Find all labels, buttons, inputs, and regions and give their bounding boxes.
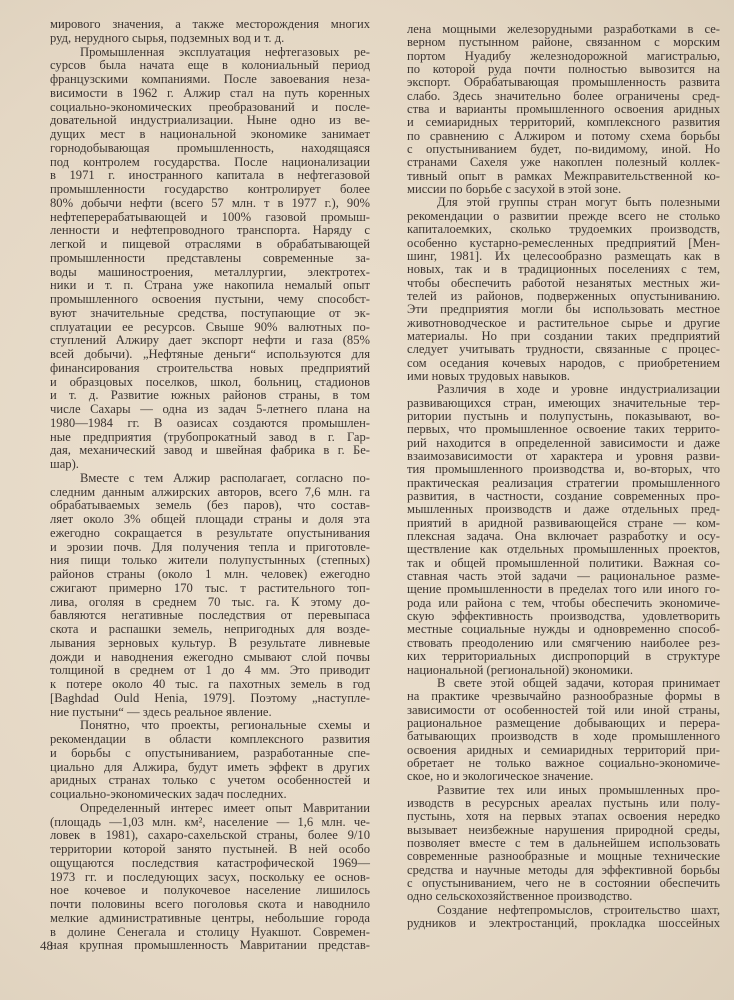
text-line: батывающих производств в ходе промышленного — [407, 729, 720, 744]
text-line: сурсов была начата еще в колониальный период — [50, 58, 370, 73]
text-line: толщиной в среднем от 1 до 4 мм. Это приводит — [50, 663, 370, 678]
paragraph — [407, 784, 720, 904]
text-line: шинг, 1981]. Их целесообразно размещать как в — [407, 248, 720, 263]
text-line: шар). — [50, 457, 79, 471]
paragraph — [50, 46, 370, 472]
text-line: 80% добычи нефти (всего 57 млн. т в 1977 г.), 90% — [50, 195, 370, 210]
text-line: современные разнообразные и мощные технические — [407, 849, 720, 864]
text-line: рекомендации о развитии прежде всего не столько — [407, 208, 720, 223]
text-line: странами Сахеля уже накоплен полезный коллек- — [407, 155, 720, 170]
paragraph — [407, 23, 720, 196]
text-line: с опустыниванием, чего не в состоянии обеспечить — [407, 876, 720, 890]
text-line: в 1971 г. иностранного капитала в нефтегазовой — [50, 168, 370, 183]
text-line: местные социальные нужды и одновременно способ- — [407, 622, 720, 637]
paragraph — [407, 904, 720, 931]
paragraph — [50, 719, 370, 802]
text-line: ими новых трудовых навыков. — [407, 368, 570, 383]
text-line: рода или района с тем, чтобы обеспечить экономиче- — [407, 595, 720, 610]
text-line: пустынь, хотя на первых этапах освоения нередко — [407, 809, 720, 824]
paragraph — [407, 196, 720, 383]
text-line: ные предприятия (трубопрокатный завод в г. Гар- — [50, 429, 370, 444]
text-line: в долине Сенегала и столицу Нуакшот. Современ- — [50, 924, 370, 939]
text-line: позволяет вместе с тем в дальнейшем использовать — [407, 835, 720, 850]
text-line: горнодобывающая промышленность, находящаяся — [50, 140, 370, 155]
text-line: плексная задача. Она включает разработку и осу- — [407, 529, 720, 544]
text-line: сжигают примерно 170 тыс. т растительного топ- — [50, 580, 370, 595]
text-line: чтобы обеспечить работой незанятых местных жи- — [407, 275, 720, 290]
text-line: ленности и нефтепроводного транспорта. Наряду с — [50, 223, 370, 238]
page-number: 48 — [40, 938, 53, 953]
text-line: с опустыниванием будет, по-видимому, иной. Но — [407, 142, 720, 157]
text-line: животноводческое и растительное сырье и другие — [407, 315, 720, 330]
text-line: по которой руда почти полностью вывозится на — [407, 62, 720, 77]
text-line: бавляются негативные последствия от перевыпаса — [50, 608, 370, 623]
text-line: аридных странах только с учетом особенностей и — [50, 773, 370, 788]
text-line: под контролем государства. После национализации — [50, 154, 370, 169]
right-text-column — [407, 23, 720, 930]
text-line: лена мощными железорудными разработками в се- — [407, 22, 720, 36]
text-line: ники и т. п. Страна уже накопила немалый опыт — [50, 278, 370, 293]
text-line: ритории пустынь и полупустынь, показывают, во- — [407, 408, 720, 423]
text-line: экспорт. Обрабатывающая промышленность развита — [407, 75, 720, 90]
text-line: ежегодно сокращается в результате опустынивания — [50, 525, 370, 540]
text-line: развития, в частности, создание современных про- — [407, 489, 720, 504]
text-line: миссии по борьбе с засухой в этой зоне. — [407, 182, 622, 197]
text-line: на практике чрезвычайно разнообразные формы в — [407, 689, 720, 704]
text-line: портом Нуадибу железнодорожной магистралью, — [407, 48, 720, 63]
text-line: всей добычи). „Нефтяные деньги“ используются для — [50, 347, 370, 361]
text-line: щение промышленности в пределах того или иного го- — [407, 582, 720, 597]
text-line: следует учитывать трудности, связанные с процес- — [407, 342, 720, 357]
text-line: так и общей промышленной политики. Важная со- — [407, 555, 720, 570]
text-line: изводств в ресурсных ареалах пустынь или полу- — [407, 795, 720, 810]
text-line: ляет около 3% общей площади страны и доля эта — [50, 512, 370, 526]
text-line: взаимозависимости от характера и уровня разви- — [407, 449, 720, 463]
text-line: Определенный интерес имеет опыт Мавритании — [80, 800, 370, 815]
text-line: рудников и электростанций, прокладка шоссейных — [407, 916, 720, 931]
text-line: практическая реализация стратегии промышленного — [407, 475, 720, 490]
text-line: французскими компаниями. После завоевания неза- — [50, 72, 370, 86]
text-line: 1973 гг. и последующих засух, поскольку ее основ- — [50, 869, 370, 884]
text-line: материалы. Но при создании таких предприятий — [407, 328, 720, 343]
text-line: социально-экономических преобразований и после- — [50, 99, 370, 114]
text-line: следним данным алжирских авторов, всего 7,6 млн. га — [50, 484, 370, 499]
text-line: Эти предприятия могли бы использовать местное — [407, 302, 720, 317]
text-line: воды машиностроения, металлургии, электротех- — [50, 264, 370, 279]
text-line: дожди и наводнения ежегодно смывают слой почвы — [50, 649, 370, 664]
text-line: зависимости от особенностей той или иной страны, — [407, 702, 720, 717]
text-line: скота и распашки земель, непригодных для возде- — [50, 622, 370, 636]
text-line: ния пищи только жители полупустынных (степных) — [50, 553, 370, 568]
text-line: рий находится в определенной зависимости и даже — [407, 435, 720, 450]
text-line: циально для Алжира, будут иметь эффект в других — [50, 759, 370, 774]
text-line: Для этой группы стран могут быть полезными — [437, 195, 720, 210]
paragraph — [50, 802, 370, 953]
text-line: телей из районов, подверженных опустыниванию. — [407, 288, 720, 303]
text-line: средства и научные методы для эффективной борьбы — [407, 862, 720, 877]
text-line: ское, но и экологическое значение. — [407, 769, 594, 784]
text-line: национальной (региональной) экономики. — [407, 662, 634, 677]
text-line: дая, механический завод и швейная фабрика в г. Бе- — [50, 443, 370, 458]
text-line: социально-экономических задач последних. — [50, 787, 287, 801]
text-line: мышленных производств и даже отдельных пред- — [407, 502, 720, 517]
text-line: мирового значения, а также месторождения многих — [50, 17, 370, 31]
text-line: (площадь —1,03 млн. км², население — 1,6 млн. че- — [50, 814, 370, 829]
text-line: и семиаридных территорий, комплексного развития — [407, 115, 720, 130]
text-line: висимости в 1962 г. Алжир стал на путь коренных — [50, 85, 370, 100]
text-line: по сравнению с Алжиром и потому схема борьбы — [407, 128, 720, 143]
text-line: ства и варианты промышленного освоения аридных — [407, 102, 720, 117]
text-line: и т. д. Развитие южных районов страны, в том — [50, 388, 370, 403]
text-line: скую эффективность производства, удовлетворить — [407, 609, 720, 624]
text-line: довательной индустриализации. Ныне одно из ве- — [50, 113, 370, 128]
text-line: финансирования строительства новых предприятий — [50, 360, 370, 375]
text-line: ставная часть этой задачи — рациональное разме- — [407, 569, 720, 584]
text-line: Создание нефтепромыслов, строительство шахт, — [437, 902, 720, 917]
paragraph — [407, 383, 720, 677]
text-line: и образцовых поселков, школ, больниц, стадионов — [50, 374, 370, 389]
text-line: промышленного освоения пустыни, чему способст- — [50, 292, 370, 306]
text-line: лывания зерновых культур. В результате ливневые — [50, 635, 370, 650]
text-line: Различия в ходе и уровне индустриализации — [437, 382, 720, 397]
text-line: и борьбы с опустыниванием, разработанные спе- — [50, 745, 370, 760]
text-line: одно сельскохозяйственное производство. — [407, 889, 633, 904]
text-line: руд, нерудного сырья, подземных вод и т. д. — [50, 30, 285, 45]
text-line: сплуатации ее ресурсов. Свыше 90% валютных по- — [50, 319, 370, 334]
text-line: легкой и пищевой отраслями в обрабатывающей — [50, 237, 370, 251]
text-line: первых, что промышленное освоение таких террито- — [407, 422, 720, 437]
text-line: к потере около 40 тыс. га пахотных земель в год — [50, 677, 370, 691]
text-line: ная крупная промышленность Мавритании представ- — [50, 938, 370, 953]
paragraph — [50, 18, 370, 46]
text-line: сом оседания кочевых народов, с приобретением — [407, 355, 720, 370]
text-line: 1980—1984 гг. В оазисах создаются промышлен- — [50, 415, 370, 430]
left-text-column — [50, 18, 370, 953]
text-line: развивающихся стран, имеющих значительные тер- — [407, 395, 720, 410]
text-line: Развитие тех или иных промышленных про- — [437, 782, 720, 797]
text-line: ствовать преодолению или смягчению наиболее рез- — [407, 635, 720, 650]
text-line: числе Сахары — одна из задач 5-летнего плана на — [50, 402, 370, 416]
text-line: ких территориальных диспропорций в структуре — [407, 649, 720, 664]
text-line: вызывает неизбежные нарушения природной среды, — [407, 822, 720, 837]
paragraph — [407, 677, 720, 784]
text-line: верном пустынном районе, связанном с морским — [407, 35, 720, 50]
text-line: новых, так и в традиционных поселениях с тем, — [407, 262, 720, 277]
text-line: ное кочевое и полукочевое население лишилось — [50, 883, 370, 898]
text-line: ступлений Алжиру дает экспорт нефти и газа (85% — [50, 333, 370, 348]
paragraph — [50, 472, 370, 720]
text-line: освоения аридных и семиаридных территорий при- — [407, 742, 720, 757]
text-line: Понятно, что проекты, региональные схемы и — [80, 718, 370, 733]
text-line: особенно кустарно-ремесленных предприятий [Мен- — [407, 235, 720, 250]
text-line: Вместе с тем Алжир располагает, согласно по- — [80, 470, 370, 485]
text-line: мелкие административные центры, небольшие города — [50, 910, 370, 925]
text-line: капиталоемких, сколько трудоемких производств, — [407, 222, 720, 237]
text-line: дущих мест в национальной экономике занимает — [50, 127, 370, 141]
text-line: обрабатываемых земель (без паров), что состав- — [50, 498, 370, 513]
text-line: промышленности государство контролирует более — [50, 182, 370, 196]
text-line: [Baghdad Ould Henia, 1979]. Поэтому „наступле- — [50, 690, 370, 705]
text-line: тия промышленного производства и, во-вторых, что — [407, 462, 720, 477]
text-line: ществление как отдельных промышленных проектов, — [407, 542, 720, 557]
text-line: ощущаются последствия катастрофической 1969— — [50, 855, 370, 870]
text-line: почти половины всего поголовья скота и наводнило — [50, 897, 370, 911]
text-line: территории которой занято пустыней. В ней особо — [50, 842, 370, 856]
text-line: обретает не только важное социально-экономиче- — [407, 755, 720, 770]
text-line: и эрозии почв. Для получения тепла и приготовле- — [50, 539, 370, 554]
text-line: тивный опыт в рамках Межправительственной ко- — [407, 168, 720, 183]
text-line: нефтеперерабатывающей и 100% газовой промыш- — [50, 209, 370, 224]
text-line: лива, оголяя в среднем 70 тыс. га. К этому до- — [50, 594, 370, 609]
text-line: районов страны (около 1 млн. человек) ежегодно — [50, 567, 370, 581]
text-line: промышленности представлены современные за- — [50, 250, 370, 265]
text-line: рекомендации в области комплексного развития — [50, 732, 370, 746]
text-line: слабо. Здесь значительно более ограничены сред- — [407, 88, 720, 103]
text-line: рациональное размещение добывающих и перера- — [407, 715, 720, 730]
text-line: Промышленная эксплуатация нефтегазовых ре- — [80, 44, 370, 59]
text-line: В свете этой общей задачи, которая принимает — [437, 675, 720, 690]
text-line: ние пустыни“ — здесь реальное явление. — [50, 704, 272, 719]
text-line: ловек в 1981), сахаро-сахельской страны, более 9/10 — [50, 828, 370, 843]
text-line: приятий в аридной развивающейся стране — ком- — [407, 515, 720, 530]
text-line: вуют значительные средства, поступающие от эк- — [50, 305, 370, 320]
